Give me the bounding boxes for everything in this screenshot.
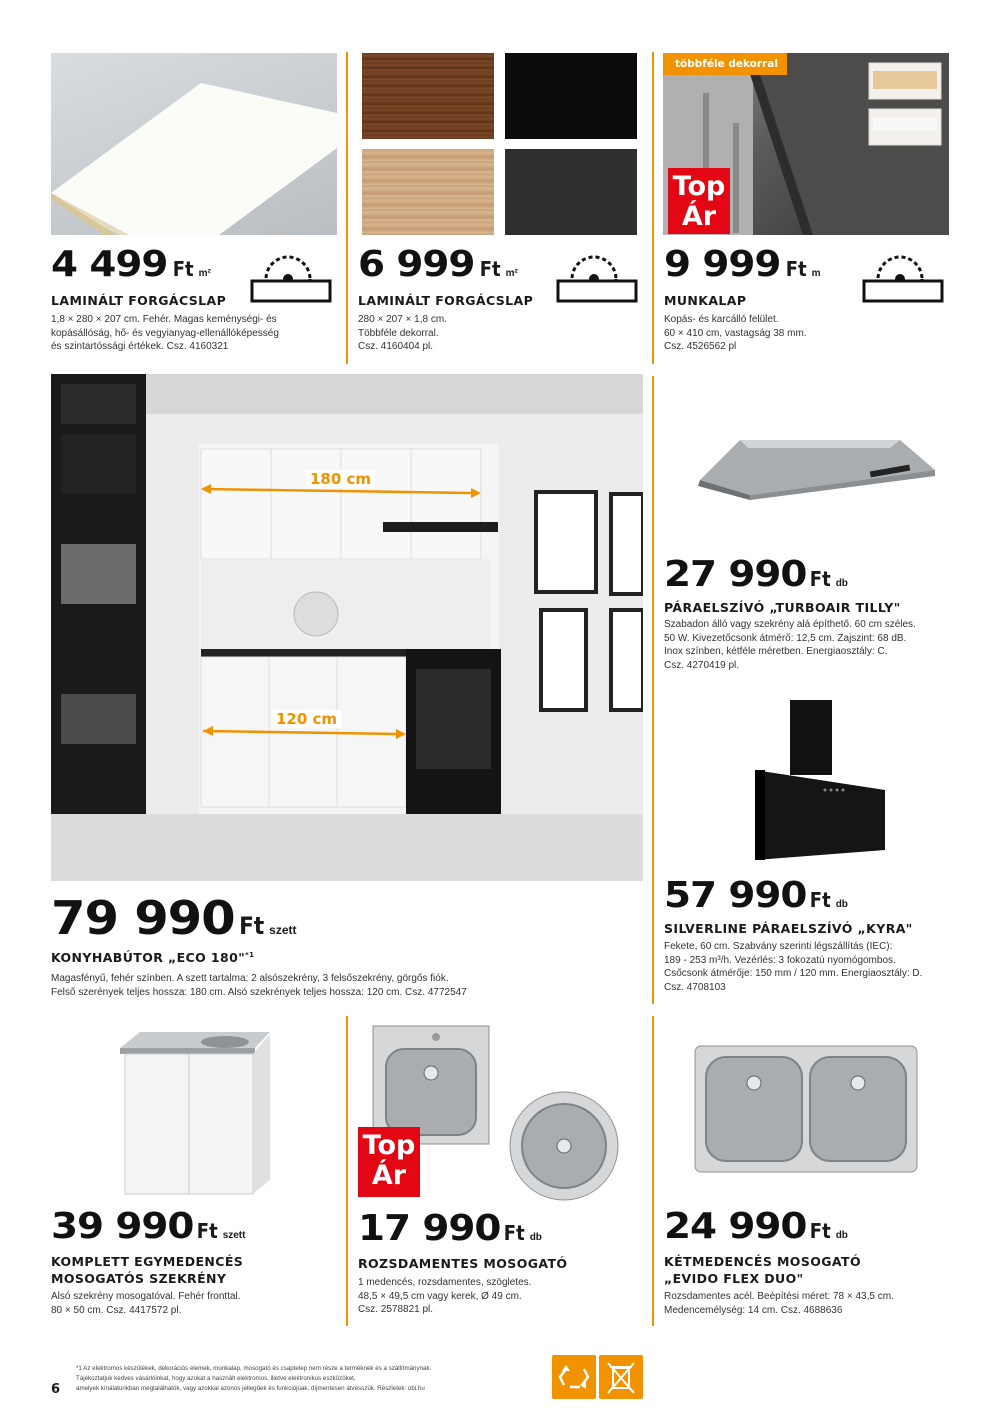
price-currency: Ft xyxy=(479,257,501,281)
desc-line: Csz. 4160404 pl. xyxy=(358,341,434,352)
product-title: ROZSDAMENTES MOSOGATÓ xyxy=(358,1256,568,1271)
double-sink-image xyxy=(694,1045,918,1173)
price-currency: Ft xyxy=(196,1219,218,1243)
price-amount: 39 990 xyxy=(51,1206,194,1247)
price-unit: szett xyxy=(269,923,297,937)
product-title xyxy=(51,947,254,966)
divider-vertical xyxy=(652,1016,654,1326)
footnote-line: *1 Az elektromos készülékek, dekorációs elemek, munkalap, mosogató és csaptelep nem része a terméknek és a szállítmánynak. xyxy=(76,1365,432,1372)
desc-line: Többféle dekorral. xyxy=(358,327,439,339)
price-currency: Ft xyxy=(809,567,831,591)
price xyxy=(51,1206,245,1247)
price-currency: Ft xyxy=(809,1219,831,1243)
badge-line-2: Ár xyxy=(681,201,717,232)
price-currency: Ft xyxy=(172,257,194,281)
title-line: KÉTMEDENCÉS MOSOGATÓ xyxy=(664,1254,861,1269)
desc-line: Szabadon álló vagy szekrény alá építhető. 60 cm széles. xyxy=(664,619,916,630)
desc-line: 1 medencés, rozsdamentes, szögletes. xyxy=(358,1277,532,1288)
desc-line: Kopás- és karcálló felület. xyxy=(664,314,779,325)
product-title: LAMINÁLT FORGÁCSLAP xyxy=(51,293,227,308)
price-currency: Ft xyxy=(785,257,807,281)
decor-swatch-anthracite-image xyxy=(505,149,637,235)
desc-line: Rozsdamentes acél. Beépítési méret: 78 × 43,5 cm. xyxy=(664,1291,894,1302)
desc-line: 1,8 × 280 × 207 cm. Fehér. Magas keménységi- és xyxy=(51,314,277,325)
footnote-line: Tájékoztatjuk kedves vásárlóinkat, hogy azokat a használt elektromos, illetve elektronikus eszközöket, xyxy=(76,1375,356,1382)
footnote-marker: *1 xyxy=(245,951,255,959)
black-range-hood-image xyxy=(735,700,885,865)
price xyxy=(664,1206,848,1247)
title-line: MOSOGATÓS SZEKRÉNY xyxy=(51,1271,227,1286)
decor-swatch-oak-image xyxy=(362,149,494,235)
footnote xyxy=(76,1364,536,1394)
product-description xyxy=(51,1290,341,1317)
top-price-badge xyxy=(358,1127,420,1197)
range-hood-image xyxy=(690,430,940,500)
desc-line: 189 - 253 m³/h. Vezérlés: 3 fokozatú nyomógombos. xyxy=(664,954,896,966)
desc-line: Fekete, 60 cm. Szabvány szerinti légszállítás (IEC): xyxy=(664,941,893,952)
price-amount: 9 999 xyxy=(664,244,781,285)
desc-line: Alsó szekrény mosogatóval. Fehér fronttal. xyxy=(51,1291,241,1302)
badge-line-1: Top xyxy=(672,171,726,202)
desc-line: Csz. 4526562 pl xyxy=(664,341,737,352)
laminated-board-white-image xyxy=(51,53,337,235)
title-line: „EVIDO FLEX DUO" xyxy=(664,1271,804,1286)
product-description xyxy=(358,313,638,354)
desc-line: és szintartóssági értékek. Csz. 4160321 xyxy=(51,341,229,352)
decor-swatch-black-image xyxy=(505,53,637,139)
round-sink-image xyxy=(508,1090,620,1202)
price xyxy=(358,1208,542,1249)
price-unit: m² xyxy=(198,268,211,279)
price-amount: 79 990 xyxy=(51,891,235,945)
price-unit: m xyxy=(811,268,821,279)
desc-line: 80 × 50 cm. Csz. 4417572 pl. xyxy=(51,1304,182,1316)
product-title xyxy=(664,1253,861,1287)
price-unit: db xyxy=(835,578,848,589)
desc-line: Felső szerények teljes hossza: 180 cm. Alsó szekrények teljes hossza: 120 cm. Csz. 4772547 xyxy=(51,986,467,998)
price xyxy=(358,244,518,285)
price-amount: 6 999 xyxy=(358,244,475,285)
product-title xyxy=(51,1253,243,1287)
crossed-bin-weee-icon xyxy=(599,1355,643,1399)
product-description xyxy=(358,1276,648,1317)
price-currency: Ft xyxy=(239,912,265,940)
circular-saw-icon xyxy=(862,251,944,303)
desc-line: 60 × 410 cm, vastagság 38 mm. xyxy=(664,327,807,339)
price-unit: szett xyxy=(222,1230,246,1241)
price-unit: db xyxy=(835,1230,848,1241)
price-unit: m² xyxy=(505,268,518,279)
desc-line: kopásállóság, hő- és vegyianyag-ellenállóképesség xyxy=(51,327,279,339)
desc-line: 50 W. Kivezetőcsonk átmérő: 12,5 cm. Zajszint: 68 dB. xyxy=(664,632,907,644)
circular-saw-icon xyxy=(250,251,332,303)
price xyxy=(51,891,296,945)
price xyxy=(51,244,211,285)
product-title-text: KONYHABÚTOR „ECO 180" xyxy=(51,950,246,966)
price-unit: db xyxy=(529,1232,542,1243)
price-amount: 4 499 xyxy=(51,244,168,285)
product-title: PÁRAELSZÍVÓ „TURBOAIR TILLY" xyxy=(664,600,901,615)
desc-line: Csz. 4708103 xyxy=(664,981,726,993)
product-description xyxy=(664,313,944,354)
sink-cabinet-image xyxy=(115,1030,275,1200)
desc-line: 48,5 × 49,5 cm vagy kerek, Ø 49 cm. xyxy=(358,1290,522,1302)
product-title: LAMINÁLT FORGÁCSLAP xyxy=(358,293,534,308)
badge-line-2: Ár xyxy=(371,1160,407,1191)
desc-line: Inox színben, kétféle méretben. Energiaosztály: C. xyxy=(664,646,888,657)
decor-banner: többféle dekorral xyxy=(663,53,787,75)
decor-swatch-walnut-image xyxy=(362,53,494,139)
desc-line: 280 × 207 × 1,8 cm. xyxy=(358,314,447,325)
desc-line: Csz. 2578821 pl. xyxy=(358,1304,434,1315)
price-currency: Ft xyxy=(809,888,831,912)
divider-vertical xyxy=(652,52,654,364)
dimension-label-bottom: 120 cm xyxy=(272,710,341,728)
kitchen-furniture-image xyxy=(51,374,643,881)
desc-line: Csz. 4270419 pl. xyxy=(664,659,740,671)
badge-line-1: Top xyxy=(362,1130,416,1161)
desc-line: Medencemélység: 14 cm. Csz. 4688636 xyxy=(664,1304,843,1316)
product-description xyxy=(664,940,954,994)
divider-vertical xyxy=(346,1016,348,1326)
page-number: 6 xyxy=(51,1382,61,1397)
price xyxy=(664,875,848,916)
price xyxy=(664,244,821,285)
product-description xyxy=(664,1290,954,1317)
product-title: SILVERLINE PÁRAELSZÍVÓ „KYRA" xyxy=(664,921,913,936)
top-price-badge xyxy=(668,168,730,234)
price-amount: 57 990 xyxy=(664,875,807,916)
dimension-label-top: 180 cm xyxy=(306,470,375,488)
product-description xyxy=(664,618,954,672)
title-line: KOMPLETT EGYMEDENCÉS xyxy=(51,1254,244,1269)
price-unit: db xyxy=(835,899,848,910)
footnote-line: amelyek kínálatunkban megtalálhatók, vagy azokkal azonos jellegűek és funkciójúak, díjmentesen átvesszük. Részletek: obi.hu xyxy=(76,1385,425,1392)
product-title: MUNKALAP xyxy=(664,293,747,308)
desc-line: Magasfényű, fehér színben. A szett tartalma: 2 alsószekrény, 3 felsőszekrény, görgős fiók. xyxy=(51,973,449,984)
divider-vertical xyxy=(652,376,654,1004)
price xyxy=(664,554,848,595)
desc-line: Csőcsonk átmérője: 150 mm / 120 mm. Energiaosztály: D. xyxy=(664,968,923,979)
divider-vertical xyxy=(346,52,348,364)
price-amount: 24 990 xyxy=(664,1206,807,1247)
price-amount: 17 990 xyxy=(358,1208,501,1249)
recycle-collection-icon xyxy=(552,1355,596,1399)
product-description xyxy=(51,313,341,354)
price-currency: Ft xyxy=(503,1221,525,1245)
circular-saw-icon xyxy=(556,251,638,303)
price-amount: 27 990 xyxy=(664,554,807,595)
product-description xyxy=(51,972,641,999)
